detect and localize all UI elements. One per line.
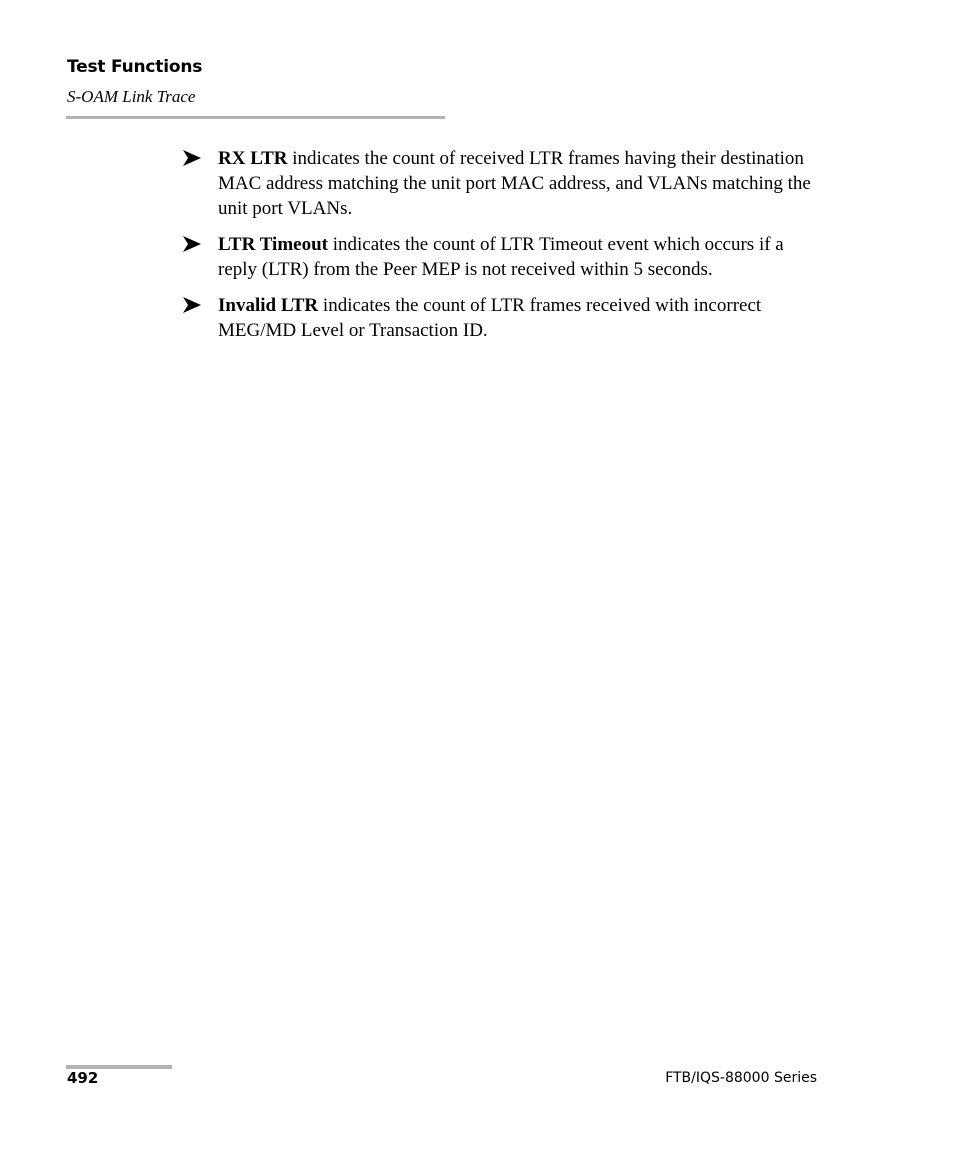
list-item-ltr-timeout — [183, 232, 823, 282]
term-label: RX LTR — [218, 148, 288, 169]
term-label: LTR Timeout — [218, 234, 328, 255]
product-series: FTB/IQS-88000 Series — [665, 1070, 817, 1086]
list-item-invalid-ltr — [183, 293, 823, 343]
term-description: indicates the count of received LTR frames having their destination MAC address matching the unit port MAC address, and VLANs matching the unit port VLANs. — [218, 148, 811, 219]
term-description: indicates the count of LTR Timeout event which occurs if a reply (LTR) from the Peer MEP is not received within 5 seconds. — [218, 234, 784, 280]
definition-list — [183, 146, 823, 354]
list-item-rx-ltr — [183, 146, 823, 221]
arrowhead-bullet-icon — [183, 150, 201, 166]
arrowhead-bullet-icon — [183, 236, 201, 252]
header-divider — [66, 116, 445, 119]
term-label: Invalid LTR — [218, 295, 319, 316]
section-title: Test Functions — [67, 57, 203, 77]
page-number: 492 — [67, 1069, 99, 1087]
arrowhead-bullet-icon — [183, 297, 201, 313]
term-description: indicates the count of LTR frames received with incorrect MEG/MD Level or Transaction ID. — [218, 295, 762, 341]
section-subtitle: S-OAM Link Trace — [67, 87, 196, 106]
